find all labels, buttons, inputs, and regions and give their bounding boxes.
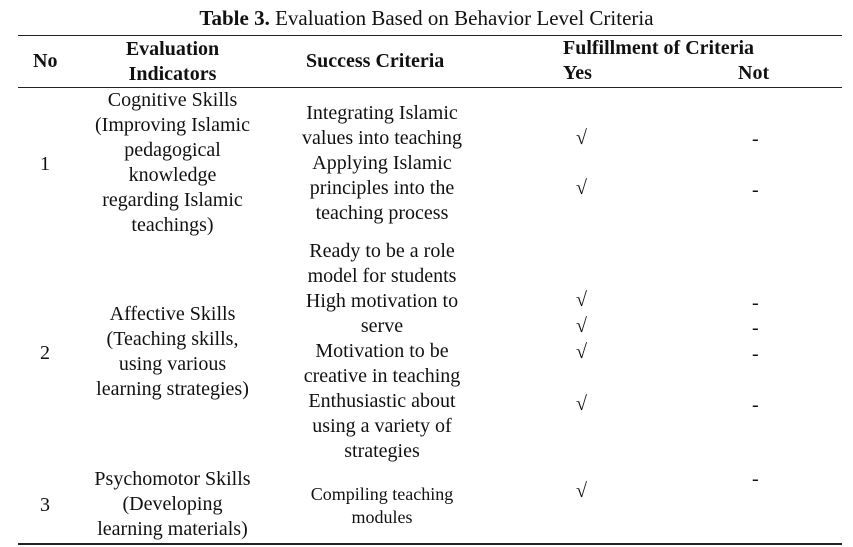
header-yes: Yes: [563, 62, 592, 84]
criterion-line: Integrating Islamic: [306, 102, 458, 124]
top-rule: [18, 35, 842, 36]
criterion-line: High motivation to: [305, 290, 459, 312]
row-1-no: 1: [40, 153, 50, 175]
indicator-line: using various: [118, 353, 227, 375]
bottom-rule: [18, 543, 842, 545]
indicator-line: Psychomotor Skills: [94, 468, 251, 490]
row-3-indicator: [70, 467, 275, 542]
indicator-line: (Teaching skills,: [106, 328, 239, 350]
indicator-line: pedagogical: [124, 139, 221, 161]
dash-mark: -: [752, 468, 759, 490]
table-caption: [0, 6, 853, 31]
check-mark: √: [576, 341, 587, 363]
check-mark: √: [576, 393, 587, 415]
dash-mark: -: [752, 179, 759, 201]
row-2-criteria: [270, 239, 494, 464]
criterion-line: Ready to be a role: [309, 240, 455, 262]
check-mark: √: [576, 315, 587, 337]
check-mark: √: [576, 480, 587, 502]
dash-mark: -: [752, 292, 759, 314]
row-1-criterion-1: [270, 101, 494, 151]
criterion-line: creative in teaching: [303, 365, 461, 387]
table-caption-text: Evaluation Based on Behavior Level Criteria: [269, 6, 654, 30]
criterion-line: values into teaching: [302, 127, 462, 149]
criterion-line: Enthusiastic about: [308, 390, 456, 412]
indicator-line: regarding Islamic: [102, 189, 243, 211]
criterion-line: Motivation to be: [315, 340, 449, 362]
row-1-criterion-2: [270, 151, 494, 226]
criterion-line: modules: [351, 507, 413, 527]
criterion-line: Compiling teaching: [310, 484, 454, 504]
row-1-indicator: [70, 88, 275, 238]
criterion-line: Applying Islamic: [312, 152, 452, 174]
row-2-indicator: [70, 302, 275, 402]
header-indicators-line1: Evaluation: [125, 38, 220, 60]
criterion-line: strategies: [344, 440, 420, 462]
header-no: No: [33, 50, 58, 72]
indicator-line: learning strategies): [96, 378, 249, 400]
row-2-no: 2: [40, 342, 50, 364]
indicator-line: teachings): [131, 214, 214, 236]
criterion-line: model for students: [307, 265, 457, 287]
dash-mark: -: [752, 343, 759, 365]
dash-mark: -: [752, 394, 759, 416]
header-success-criteria: Success Criteria: [306, 50, 445, 72]
header-indicators: [100, 37, 245, 87]
header-not: Not: [738, 62, 770, 84]
dash-mark: -: [752, 317, 759, 339]
check-mark: √: [576, 177, 587, 199]
indicator-line: Cognitive Skills: [107, 89, 238, 111]
header-fulfillment: Fulfillment of Criteria: [563, 37, 755, 59]
row-3-no: 3: [40, 494, 50, 516]
indicator-line: (Developing: [122, 493, 223, 515]
indicator-line: learning materials): [97, 518, 248, 540]
criterion-line: principles into the: [309, 177, 455, 199]
criterion-line: using a variety of: [312, 415, 452, 437]
indicator-line: Affective Skills: [109, 303, 236, 325]
header-indicators-line2: Indicators: [128, 63, 217, 85]
check-mark: √: [576, 127, 587, 149]
indicator-line: (Improving Islamic: [95, 114, 250, 136]
check-mark: √: [576, 289, 587, 311]
criterion-line: serve: [360, 315, 404, 337]
dash-mark: -: [752, 128, 759, 150]
row-3-criterion-1: [270, 483, 494, 529]
table-caption-label: Table 3.: [199, 6, 270, 30]
criterion-line: teaching process: [315, 202, 449, 224]
indicator-line: knowledge: [128, 164, 217, 186]
